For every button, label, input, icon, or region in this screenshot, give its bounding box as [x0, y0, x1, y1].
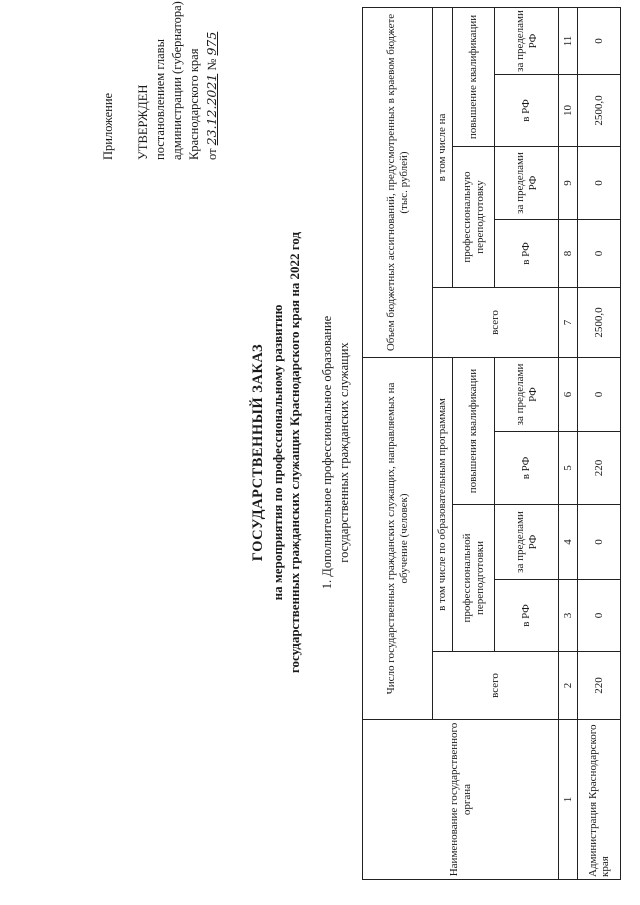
from-label: от: [205, 148, 219, 160]
column-number: 7: [559, 288, 578, 358]
header-org: Наименование государственного органа: [363, 720, 559, 880]
value-cell: 0: [578, 358, 621, 432]
column-number: 2: [559, 652, 578, 720]
value-cell: 0: [578, 220, 621, 288]
section-heading-2: государственных гражданских служащих: [337, 342, 351, 563]
header-persons: Число государственных гражданских служащих, направляемых на обучение (человек): [363, 358, 433, 720]
header-in-rf: в РФ: [495, 75, 559, 147]
header-in-rf: в РФ: [495, 580, 559, 652]
appendix-label: Приложение: [101, 92, 115, 160]
value-cell: 0: [578, 8, 621, 75]
approved-label: УТВЕРЖДЕН: [136, 84, 150, 160]
value-cell: 220: [578, 652, 621, 720]
approval-line-3: Краснодарского края: [187, 48, 201, 160]
approval-line-1: постановлением главы: [153, 39, 167, 160]
header-budget: Объем бюджетных ассигнований, предусмотренных в краевом бюджете (тыс. рублей): [363, 8, 433, 358]
document-title: ГОСУДАРСТВЕННЫЙ ЗАКАЗ: [250, 343, 266, 562]
value-cell: 220: [578, 432, 621, 505]
approval-number: 975: [204, 31, 219, 56]
header-total-budget: всего: [433, 288, 559, 358]
number-sign: №: [205, 58, 219, 71]
section-heading-1: 1. Дополнительное профессиональное образование: [320, 315, 334, 590]
column-number: 11: [559, 8, 578, 75]
column-number: 8: [559, 220, 578, 288]
header-abroad: за пределами РФ: [495, 8, 559, 75]
header-prof-retrain-budget: профессиональную переподготовку: [453, 147, 495, 288]
column-number: 1: [559, 720, 578, 880]
document-subtitle-2: государственных гражданских служащих Краснодарского края на 2022 год: [287, 231, 302, 674]
header-total-persons: всего: [433, 652, 559, 720]
document-subtitle-1: на мероприятия по профессиональному развитию: [270, 304, 285, 601]
column-number-row: [559, 8, 578, 880]
value-cell: 0: [578, 505, 621, 580]
order-table: [362, 7, 621, 880]
header-abroad: за пределами РФ: [495, 505, 559, 580]
header-abroad: за пределами РФ: [495, 147, 559, 220]
header-incl-programs: в том числе по образовательным программам: [433, 358, 453, 652]
header-prof-retrain-persons: профессиональной переподготовки: [453, 505, 495, 652]
value-cell: 2500,0: [578, 75, 621, 147]
approval-block: [100, 0, 221, 160]
header-qual-persons: повышения квалификации: [453, 358, 495, 505]
column-number: 10: [559, 75, 578, 147]
column-number: 3: [559, 580, 578, 652]
value-cell: 2500,0: [578, 288, 621, 358]
column-number: 4: [559, 505, 578, 580]
approval-line-2: администрации (губернатора): [170, 1, 184, 160]
header-qual-budget: повышение квалификации: [453, 8, 495, 147]
column-number: 9: [559, 147, 578, 220]
org-name-cell: Администрация Краснодарского края: [578, 720, 621, 880]
value-cell: 0: [578, 580, 621, 652]
header-abroad: за пределами РФ: [495, 358, 559, 432]
header-in-rf: в РФ: [495, 220, 559, 288]
table-row: [578, 8, 621, 880]
value-cell: 0: [578, 147, 621, 220]
column-number: 6: [559, 358, 578, 432]
header-in-rf: в РФ: [495, 432, 559, 505]
header-incl-on: в том числе на: [433, 8, 453, 288]
approval-date-line: [203, 0, 221, 160]
approval-date: 23.12.2021: [204, 73, 219, 146]
column-number: 5: [559, 432, 578, 505]
